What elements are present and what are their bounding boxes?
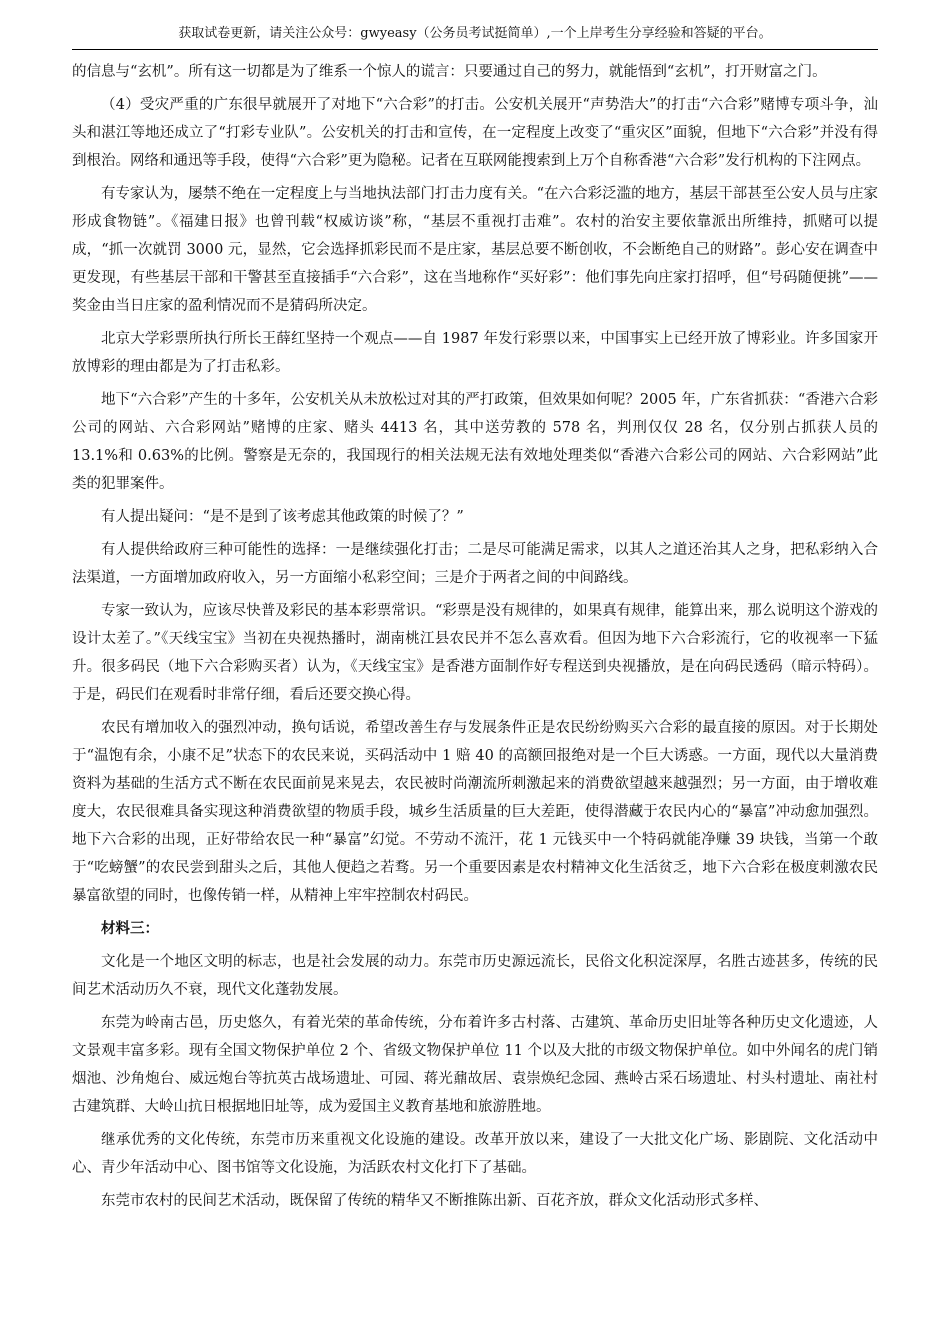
paragraph: 继承优秀的文化传统，东莞市历来重视文化设施的建设。改革开放以来，建设了一大批文化广场、影剧院、文化活动中心、青少年活动中心、图书馆等文化设施，为活跃农村文化打下了基础。 <box>72 1132 878 1176</box>
page-header-notice: 获取试卷更新，请关注公众号：gwyeasy（公务员考试挺简单）,一个上岸考生分享经验和答疑的平台。 <box>178 26 772 41</box>
paragraph: 东莞为岭南古邑，历史悠久，有着光荣的革命传统，分布着许多古村落、古建筑、革命历史旧址等各种历史文化遗迹，人文景观丰富多彩。现有全国文物保护单位 2 个、省级文物保护单位 11 个以及大批的市级文物保护单位。如中外闻名的虎门销烟池、沙角炮台、威远炮台等抗英古战场遗址、可园、蒋光鼐故居、袁崇焕纪念园、燕岭古采石场遗址、村头村遗址、南社村古建筑群、大岭山抗日根据地旧址等，成为爱国主义教育基地和旅游胜地。 <box>72 1015 878 1115</box>
paragraph: 有人提供给政府三种可能性的选择：一是继续强化打击；二是尽可能满足需求，以其人之道还治其人之身，把私彩纳入合法渠道，一方面增加政府收入，另一方面缩小私彩空间；三是介于两者之间的中间路线。 <box>72 542 878 586</box>
paragraph: 有人提出疑问：“是不是到了该考虑其他政策的时候了？” <box>101 509 464 525</box>
paragraph: 农民有增加收入的强烈冲动，换句话说，希望改善生存与发展条件正是农民纷纷购买六合彩的最直接的原因。对于长期处于“温饱有余，小康不足”状态下的农民来说，买码活动中 1 赔 40 的高额回报绝对是一个巨大诱惑。一方面，现代以大量消费资料为基础的生活方式不断在农民面前晃来晃去，农民被时尚潮流所刺激起来的消费欲望越来越强烈；另一方面，由于增收难度大，农民很难具备实现这种消费欲望的物质手段，城乡生活质量的巨大差距，使得潜藏于农民内心的“暴富”冲动愈加强烈。地下六合彩的出现，正好带给农民一种“暴富”幻觉。不劳动不流汗，花 1 元钱买中一个特码就能净赚 39 块钱，当第一个敢于“吃螃蟹”的农民尝到甜头之后，其他人便趋之若骛。另一个重要因素是农村精神文化生活贫乏，地下六合彩在极度刺激农民暴富欲望的同时，也像传销一样，从精神上牢牢控制农村码民。 <box>72 720 878 904</box>
paragraph: 地下“六合彩”产生的十多年，公安机关从未放松过对其的严打政策，但效果如何呢？2005 年，广东省抓获：“香港六合彩公司的网站、六合彩网站”赌博的庄家、赌头 4413 名，其中送劳教的 578 名，判刑仅仅 28 名，仅分别占抓获人员的 13.1%和 0.63%的比例。警察是无奈的，我国现行的相关法规无法有效地处理类似“香港六合彩公司的网站、六合彩网站”此类的犯罪案件。 <box>72 392 878 492</box>
paragraph: （4）受灾严重的广东很早就展开了对地下“六合彩”的打击。公安机关展开“声势浩大”的打击“六合彩”赌博专项斗争，汕头和湛江等地还成立了“打彩专业队”。公安机关的打击和宣传，在一定程度上改变了“重灾区”面貌，但地下“六合彩”并没有得到根治。网络和通迅等手段，使得“六合彩”更为隐秘。记者在互联网能搜索到上万个自称香港“六合彩”发行机构的下注网点。 <box>72 97 878 169</box>
section-heading: 材料三： <box>101 920 159 937</box>
header-divider <box>72 49 878 50</box>
paragraph-continuation: 的信息与“玄机”。所有这一切都是为了维系一个惊人的谎言：只要通过自己的努力，就能悟到“玄机”，打开财富之门。 <box>72 64 827 80</box>
paragraph: 东莞市农村的民间艺术活动，既保留了传统的精华又不断推陈出新、百花齐放，群众文化活动形式多样、 <box>101 1193 768 1209</box>
paragraph: 文化是一个地区文明的标志，也是社会发展的动力。东莞市历史源远流长，民俗文化积淀深厚，名胜古迹甚多，传统的民间艺术活动历久不衰，现代文化蓬勃发展。 <box>72 954 878 998</box>
paragraph: 有专家认为，屡禁不绝在一定程度上与当地执法部门打击力度有关。“在六合彩泛滥的地方，基层干部甚至公安人员与庄家形成食物链”。《福建日报》也曾刊载“权威访谈”称，“基层不重视打击难”。农村的治安主要依靠派出所维持，抓赌可以提成，“抓一次就罚 3000 元，显然，它会选择抓彩民而不是庄家，基层总要不断创收，不会断绝自己的财路”。彭心安在调查中更发现，有些基层干部和干警甚至直接插手“六合彩”，这在当地称作“买好彩”：他们事先向庄家打招呼，但“号码随便挑”——奖金由当日庄家的盈利情况而不是猜码所决定。 <box>72 186 878 314</box>
document-body <box>72 58 878 1220</box>
paragraph: 北京大学彩票所执行所长王薛红坚持一个观点——自 1987 年发行彩票以来，中国事实上已经开放了博彩业。许多国家开放博彩的理由都是为了打击私彩。 <box>72 331 878 375</box>
paragraph: 专家一致认为，应该尽快普及彩民的基本彩票常识。“彩票是没有规律的，如果真有规律，能算出来，那么说明这个游戏的设计太差了。”《天线宝宝》当初在央视热播时，湖南桃江县农民并不怎么喜欢看。但因为地下六合彩流行，它的收视率一下猛升。很多码民（地下六合彩购买者）认为，《天线宝宝》是香港方面制作好专程送到央视播放，是在向码民透码（暗示特码）。于是，码民们在观看时非常仔细，看后还要交换心得。 <box>72 603 878 703</box>
